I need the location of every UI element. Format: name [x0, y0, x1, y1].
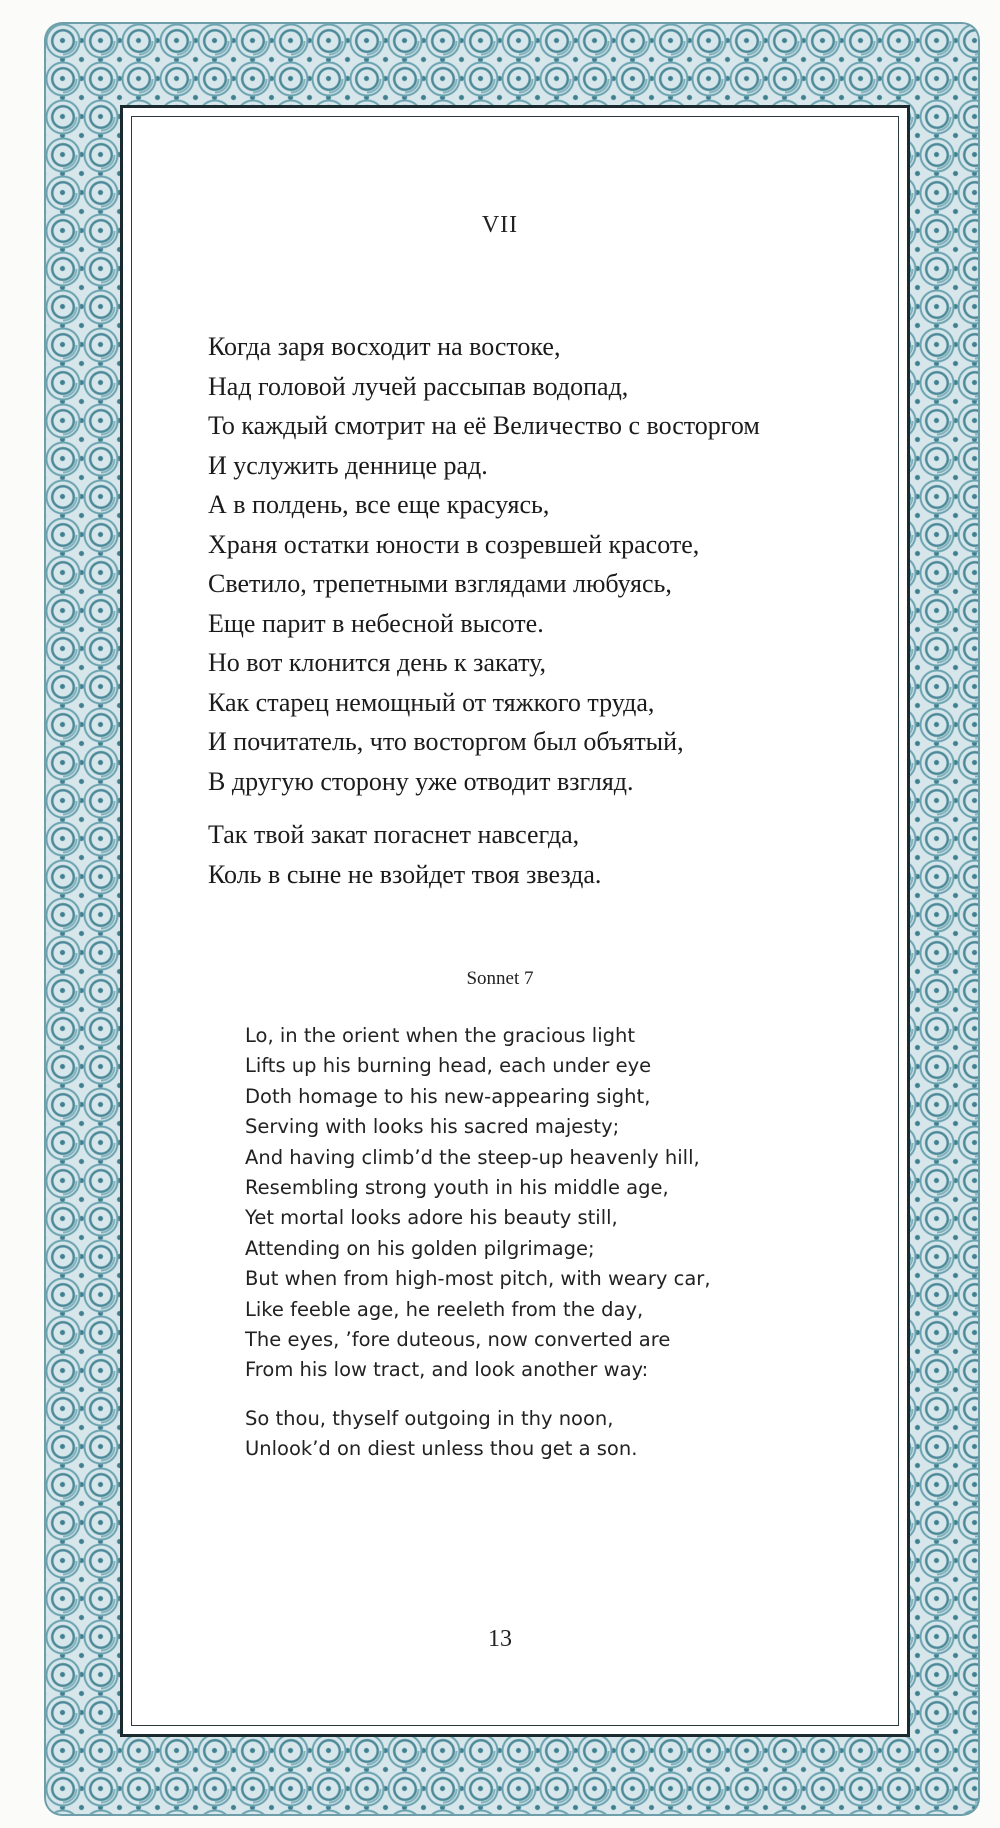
poem-line: And having climb’d the steep-up heavenly hill,	[245, 1145, 700, 1169]
page-number: 13	[488, 1626, 512, 1652]
russian-poem	[208, 327, 888, 894]
russian-stanza	[208, 327, 888, 801]
poem-line: Еще парит в небесной высоте.	[208, 608, 544, 638]
english-couplet	[245, 1404, 845, 1465]
poem-line: Doth homage to his new-appearing sight,	[245, 1084, 651, 1108]
poem-line: Lo, in the orient when the gracious light	[245, 1024, 635, 1047]
poem-line: Так твой закат погаснет навсегда,	[208, 820, 580, 849]
poem-line: А в полдень, все еще красуясь,	[208, 490, 550, 519]
poem-line: From his low tract, and look another way:	[245, 1358, 649, 1382]
english-poem	[245, 1021, 845, 1465]
poem-line: Like feeble age, he reeleth from the day,	[245, 1297, 644, 1321]
poem-line: В другую сторону уже отводит взгляд.	[208, 766, 634, 796]
poem-line: Коль в сыне не взойдет твоя звезда.	[208, 859, 602, 889]
poem-line: Когда заря восходит на востоке,	[208, 332, 561, 361]
poem-line: The eyes, ’fore duteous, now converted are	[245, 1328, 671, 1352]
poem-line: Serving with looks his sacred majesty;	[245, 1115, 620, 1139]
poem-line: Но вот клонится день к закату,	[208, 648, 547, 677]
poem-line: Над головой лучей рассыпав водопад,	[208, 371, 629, 401]
poem-line: И услужить деннице рад.	[208, 450, 488, 480]
poem-line: Светило, трепетными взглядами любуясь,	[208, 569, 672, 598]
poem-line: Attending on his golden pilgrimage;	[245, 1236, 595, 1260]
chapter-heading: VII	[481, 212, 519, 238]
sonnet-title: Sonnet 7	[466, 968, 534, 989]
poem-line: Resembling strong youth in his middle age,	[245, 1176, 669, 1200]
english-stanza	[245, 1021, 845, 1386]
poem-line: Lifts up his burning head, each under eye	[245, 1054, 652, 1078]
russian-couplet	[208, 815, 888, 894]
poem-line: И почитатель, что восторгом был объятый,	[208, 727, 684, 756]
poem-line: But when from high-most pitch, with weary car,	[245, 1267, 711, 1291]
poem-line: Как старец немощный от тяжкого труда,	[208, 687, 655, 717]
poem-line: Yet mortal looks adore his beauty still,	[245, 1206, 618, 1230]
poem-line: То каждый смотрит на её Величество с восторгом	[208, 411, 760, 440]
poem-line: Unlook’d on diest unless thou get a son.	[245, 1437, 638, 1461]
poem-line: Храня остатки юности в созревшей красоте,	[208, 529, 700, 559]
poem-line: So thou, thyself outgoing in thy noon,	[245, 1406, 614, 1430]
